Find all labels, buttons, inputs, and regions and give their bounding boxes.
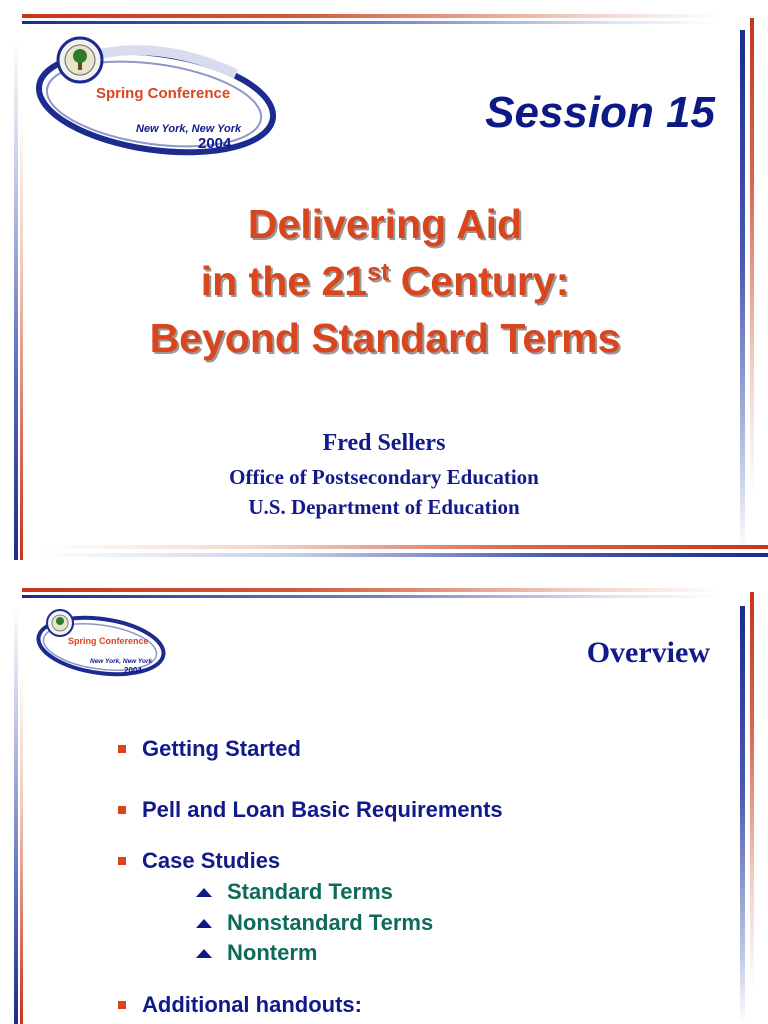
presenter-name: Fred Sellers (322, 430, 446, 456)
bullet-square-icon (118, 857, 126, 865)
affiliation-department: U.S. Department of Education (248, 495, 520, 519)
bullet-text: Case Studies (142, 848, 281, 873)
left-border-red (20, 110, 23, 560)
title-line-1: Delivering Aid (247, 201, 523, 247)
left-border-red (20, 666, 23, 1024)
title-line-2-pre: in the 21 (200, 258, 368, 304)
bullet-square-icon (118, 745, 126, 753)
triangle-up-icon (196, 888, 212, 897)
slide-title: Overview (586, 636, 710, 669)
bottom-border-red (40, 545, 768, 549)
title-line-2 (60, 253, 710, 310)
spring-conference-logo (36, 606, 168, 682)
bullet-item (118, 736, 301, 762)
sub-bullet-item (196, 940, 317, 966)
left-border-blue (14, 606, 18, 1024)
bottom-border-blue (40, 553, 768, 557)
bullet-item (118, 797, 503, 823)
logo-year: 2004 (124, 666, 142, 675)
top-border-red (22, 588, 722, 592)
bullet-square-icon (118, 1001, 126, 1009)
right-border-red (750, 18, 754, 498)
right-border-blue (740, 606, 745, 1024)
triangle-up-icon (196, 949, 212, 958)
logo-name: Spring Conference (68, 636, 149, 646)
sub-bullet-text: Nonstandard Terms (227, 910, 434, 935)
bullet-text: Getting Started (142, 736, 301, 761)
session-title: Session 15 (485, 88, 715, 137)
bullet-item (118, 992, 362, 1018)
title-line-3: Beyond Standard Terms (149, 315, 621, 361)
logo-name: Spring Conference (96, 85, 231, 102)
department-of-education-seal-icon (58, 38, 102, 82)
bullet-item (118, 848, 280, 874)
bullet-text: Pell and Loan Basic Requirements (142, 797, 503, 822)
affiliation-office: Office of Postsecondary Education (229, 465, 539, 489)
logo-location: New York, New York (136, 123, 242, 135)
top-border-red (22, 14, 722, 18)
bullet-square-icon (118, 806, 126, 814)
right-border-red (750, 592, 754, 992)
top-border-blue (22, 595, 722, 598)
triangle-up-icon (196, 919, 212, 928)
presentation-title (60, 196, 710, 367)
top-border-blue (22, 21, 722, 24)
sub-bullet-text: Standard Terms (227, 879, 393, 904)
department-of-education-seal-icon (47, 610, 73, 636)
sub-bullet-text: Nonterm (227, 940, 318, 965)
slide-2 (0, 576, 768, 1024)
sub-bullet-item (196, 910, 433, 936)
title-line-2-sup: st (367, 258, 390, 287)
bullet-text: Additional handouts: (142, 992, 362, 1017)
logo-year: 2004 (198, 135, 232, 152)
sub-bullet-item (196, 879, 393, 905)
title-line-2-post: Century: (389, 258, 570, 304)
spring-conference-logo (36, 34, 278, 166)
logo-location: New York, New York (90, 658, 153, 665)
